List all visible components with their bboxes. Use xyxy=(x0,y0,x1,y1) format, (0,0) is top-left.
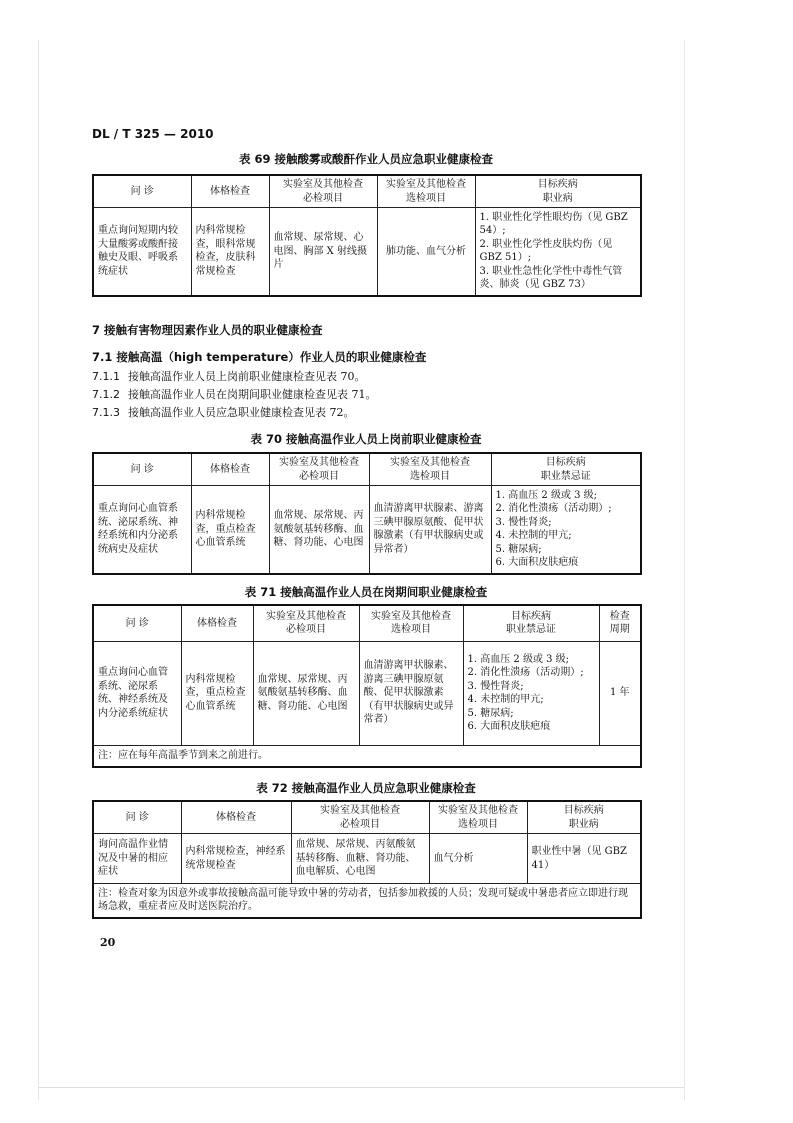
table-note-row xyxy=(93,884,641,918)
header-cell: 问 诊 xyxy=(93,605,181,641)
table-note: 注：应在每年高温季节到来之前进行。 xyxy=(93,745,641,767)
header-cell: 目标疾病 职业禁忌证 xyxy=(491,453,641,486)
table-72 xyxy=(92,800,642,919)
table-cell: 重点询问心血管系统、泌尿系统、神经系统及内分泌系统症状 xyxy=(93,641,181,745)
table-69 xyxy=(92,174,642,297)
table-cell: 1. 高血压 2 级或 3 级; 2. 消化性溃疡（活动期）; 3. 慢性肾炎; 4. 未控制的甲亢; 5. 糖尿病; 6. 大面积皮肤疤痕 xyxy=(491,486,641,574)
table-row xyxy=(93,208,641,296)
table-cell: 职业性中暑（见 GBZ 41） xyxy=(527,834,641,884)
table-71 xyxy=(92,604,642,768)
table-row xyxy=(93,486,641,574)
table-cell: 内科常规检查，重点检查心血管系统 xyxy=(181,641,253,745)
clause-7-1-3: 7.1.3 接触高温作业人员应急职业健康检查见表 72。 xyxy=(92,406,355,419)
header-cell: 实验室及其他检查 必检项目 xyxy=(291,801,429,834)
table-71-title: 表 71 接触高温作业人员在岗期间职业健康检查 xyxy=(244,585,488,599)
header-cell: 实验室及其他检查 必检项目 xyxy=(253,605,359,641)
clause-7-1-2: 7.1.2 接触高温作业人员在岗期间职业健康检查见表 71。 xyxy=(92,388,377,401)
header-cell: 问 诊 xyxy=(93,453,191,486)
table-header-row xyxy=(93,801,641,834)
table-cell: 内科常规检查，神经系统常规检查 xyxy=(181,834,291,884)
header-cell: 实验室及其他检查 选检项目 xyxy=(359,605,463,641)
table-header-row xyxy=(93,605,641,641)
header-cell: 实验室及其他检查 选检项目 xyxy=(369,453,491,486)
page-number: 20 xyxy=(100,936,116,949)
header-cell: 体格检查 xyxy=(191,175,269,208)
header-cell: 实验室及其他检查 选检项目 xyxy=(377,175,475,208)
header-cell: 问 诊 xyxy=(93,801,181,834)
header-cell: 目标疾病 职业禁忌证 xyxy=(463,605,599,641)
table-cell: 重点询问短期内较大量酸雾或酸酐接触史及眼、呼吸系统症状 xyxy=(93,208,191,296)
header-cell: 检查 周期 xyxy=(599,605,641,641)
table-cell: 重点询问心血管系统、泌尿系统、神经系统和内分泌系统病史及症状 xyxy=(93,486,191,574)
table-cell: 内科常规检查，重点检查心血管系统 xyxy=(191,486,269,574)
clause-7-1-1: 7.1.1 接触高温作业人员上岗前职业健康检查见表 70。 xyxy=(92,370,366,383)
table-cell: 血清游离甲状腺素、游离三碘甲腺原氨酸、促甲状腺激素（有甲状腺病史或异常者） xyxy=(369,486,491,574)
table-cell: 询问高温作业情况及中暑的相应症状 xyxy=(93,834,181,884)
header-cell: 问 诊 xyxy=(93,175,191,208)
section-7-1-heading: 7.1 接触高温（high temperature）作业人员的职业健康检查 xyxy=(92,350,427,364)
header-cell: 实验室及其他检查 选检项目 xyxy=(429,801,527,834)
table-cell: 1. 高血压 2 级或 3 级; 2. 消化性溃疡（活动期）; 3. 慢性肾炎; 4. 未控制的甲亢; 5. 糖尿病; 6. 大面积皮肤疤痕 xyxy=(463,641,599,745)
table-cell: 血常规、尿常规、丙氨酸氨基转移酶、血糖、肾功能、血电解质、心电图 xyxy=(291,834,429,884)
table-70 xyxy=(92,452,642,575)
header-cell: 目标疾病 职业病 xyxy=(527,801,641,834)
table-cell: 血常规、尿常规、心电图、胸部 X 射线摄片 xyxy=(269,208,377,296)
header-cell: 体格检查 xyxy=(181,801,291,834)
table-cell: 血常规、尿常规、丙氨酸氨基转移酶、血糖、肾功能、心电图 xyxy=(269,486,369,574)
header-cell: 体格检查 xyxy=(181,605,253,641)
page-edge-bottom xyxy=(38,1087,684,1088)
header-cell: 体格检查 xyxy=(191,453,269,486)
table-cell: 血气分析 xyxy=(429,834,527,884)
section-7-heading: 7 接触有害物理因素作业人员的职业健康检查 xyxy=(92,323,323,337)
table-69-title: 表 69 接触酸雾或酸酐作业人员应急职业健康检查 xyxy=(238,152,493,166)
header-cell: 实验室及其他检查 必检项目 xyxy=(269,175,377,208)
header-cell: 目标疾病 职业病 xyxy=(475,175,641,208)
table-72-title: 表 72 接触高温作业人员应急职业健康检查 xyxy=(256,781,476,795)
table-row xyxy=(93,834,641,884)
page-edge-left xyxy=(38,40,39,1100)
document-code: DL / T 325 — 2010 xyxy=(92,127,214,141)
table-cell: 血常规、尿常规、丙氨酸氨基转移酶、血糖、肾功能、心电图 xyxy=(253,641,359,745)
header-cell: 实验室及其他检查 必检项目 xyxy=(269,453,369,486)
table-cell: 内科常规检查，眼科常规检查，皮肤科常规检查 xyxy=(191,208,269,296)
table-cell: 1. 职业性化学性眼灼伤（见 GBZ 54）; 2. 职业性化学性皮肤灼伤（见 GBZ 51）; 3. 职业性急性化学性中毒性气管炎、肺炎（见 GBZ 73） xyxy=(475,208,641,296)
table-row xyxy=(93,641,641,745)
table-70-title: 表 70 接触高温作业人员上岗前职业健康检查 xyxy=(250,432,482,446)
table-header-row xyxy=(93,453,641,486)
table-header-row xyxy=(93,175,641,208)
table-cell: 肺功能、血气分析 xyxy=(377,208,475,296)
table-cell: 1 年 xyxy=(599,641,641,745)
table-cell: 血清游离甲状腺素、游离三碘甲腺原氨酸、促甲状腺激素（有甲状腺病史或异常者） xyxy=(359,641,463,745)
table-note-row xyxy=(93,745,641,767)
table-note: 注：检查对象为因意外或事故接触高温可能导致中暑的劳动者，包括参加救援的人员；发现可疑或中暑患者应立即进行现场急救，重症者应及时送医院治疗。 xyxy=(93,884,641,918)
page-edge-right xyxy=(684,40,685,1100)
